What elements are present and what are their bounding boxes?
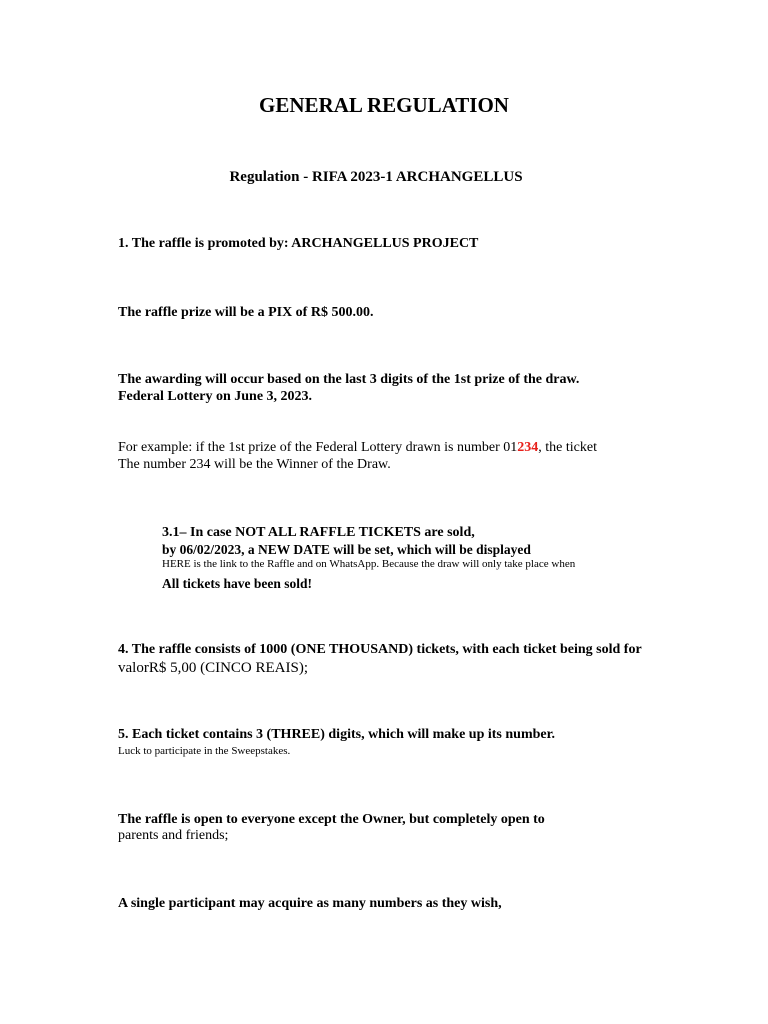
section-3-1-line-2: by 06/02/2023, a NEW DATE will be set, which will be displayed <box>162 542 531 557</box>
section-1-promoter: 1. The raffle is promoted by: ARCHANGELLUS PROJECT <box>118 236 479 251</box>
single-participant-line: A single participant may acquire as many numbers as they wish, <box>118 896 502 911</box>
section-5-line-2: Luck to participate in the Sweepstakes. <box>118 745 291 757</box>
award-line-1: The awarding will occur based on the last 3 digits of the 1st prize of the draw. <box>118 372 580 387</box>
example-suffix: , the ticket <box>538 440 597 455</box>
document-subtitle: Regulation - RIFA 2023-1 ARCHANGELLUS <box>229 169 523 185</box>
open-line-1: The raffle is open to everyone except the Owner, but completely open to <box>118 812 545 827</box>
prize-statement: The raffle prize will be a PIX of R$ 500.00. <box>118 305 374 320</box>
section-3-1-line-4: All tickets have been sold! <box>162 576 312 591</box>
example-line-1 <box>118 440 597 456</box>
open-line-2: parents and friends; <box>118 828 229 843</box>
award-line-2: Federal Lottery on June 3, 2023. <box>118 389 313 404</box>
section-4-line-2: valorR$ 5,00 (CINCO REAIS); <box>118 660 308 676</box>
example-line-2: The number 234 will be the Winner of the Draw. <box>118 457 391 472</box>
section-3-1-line-3: HERE is the link to the Raffle and on WhatsApp. Because the draw will only take place when <box>162 558 576 570</box>
section-5-line-1: 5. Each ticket contains 3 (THREE) digits, which will make up its number. <box>118 727 556 742</box>
section-3-1-line-1: 3.1– In case NOT ALL RAFFLE TICKETS are sold, <box>162 525 475 540</box>
example-highlight-number: 234 <box>517 440 539 455</box>
section-4-line-1: 4. The raffle consists of 1000 (ONE THOUSAND) tickets, with each ticket being sold for <box>118 642 642 657</box>
example-prefix: For example: if the 1st prize of the Federal Lottery drawn is number 01 <box>118 440 518 455</box>
document-title: GENERAL REGULATION <box>259 93 509 117</box>
